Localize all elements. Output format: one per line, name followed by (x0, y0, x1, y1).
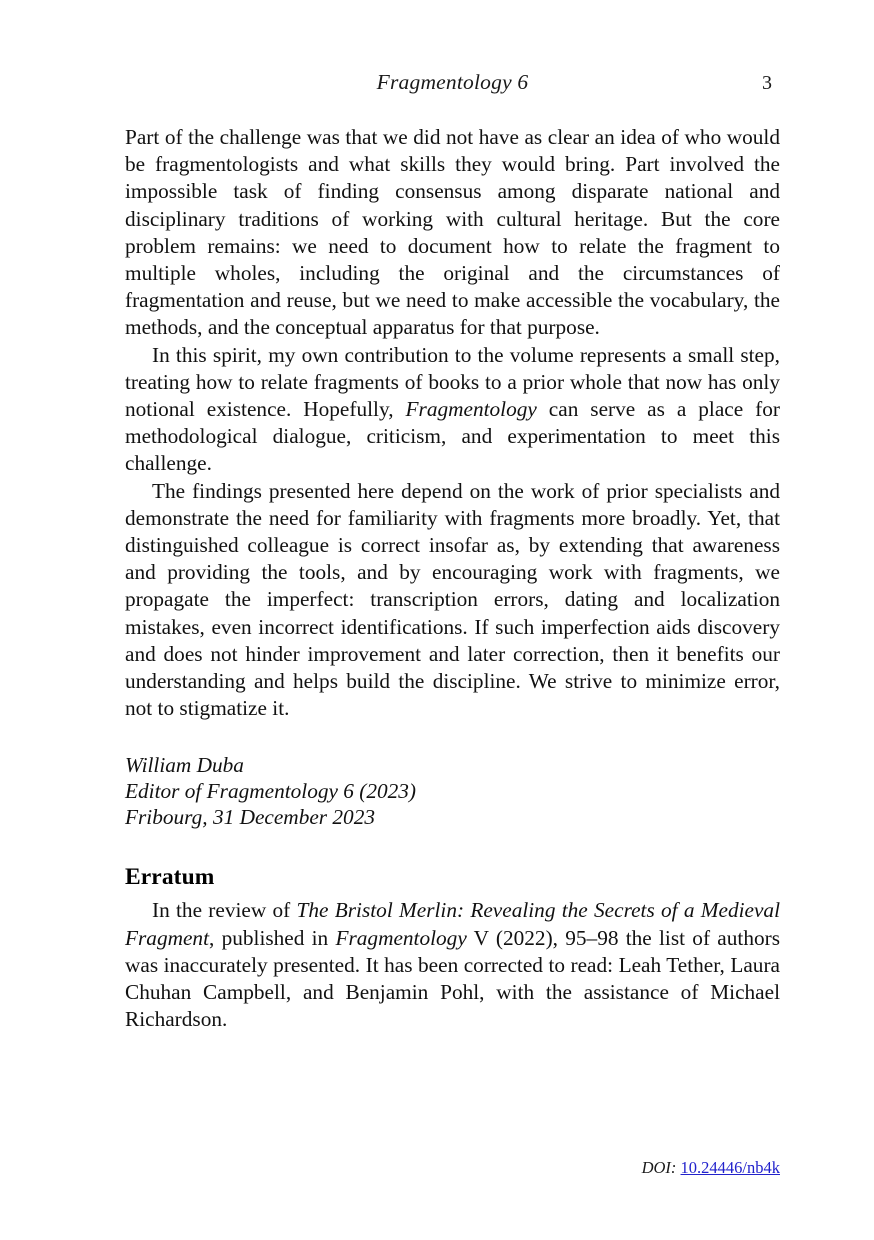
journal-name-italic: Fragmentology (405, 397, 537, 422)
paragraph-erratum (125, 897, 780, 1033)
running-head (125, 70, 780, 104)
page-number: 3 (762, 72, 772, 94)
paragraph-in-this-spirit-text-2: can serve as a place for methodological dialogue, criticism, and experimentation to meet this challenge. (125, 397, 780, 476)
doi-link[interactable]: 10.24446/nb4k (680, 1158, 780, 1177)
erratum-heading: Erratum (125, 864, 215, 891)
erratum-journal-italic: Fragmentology (335, 925, 467, 950)
erratum-text-2: , published in (209, 925, 336, 950)
signature-block (125, 752, 780, 830)
running-head-journal-title: Fragmentology 6 (376, 70, 529, 94)
paragraph-findings: The findings presented here depend on the work of prior specialists and demonstrate the need for familiarity with fragments more broadly. Yet, that distinguished colleague is correct insofar as, by extending that awareness and providing the tools, and by encouraging work with fragments, we propagate the imperfect: transcription errors, dating and localization mistakes, even incorrect identifications. If such imperfection aids discovery and does not hinder improvement and later correction, then it benefits our understanding and helps build the discipline. We strive to minimize error, not to stigmatize it. (125, 478, 780, 721)
signature-role: Editor of Fragmentology 6 (2023) (125, 779, 417, 804)
signature-name: William Duba (125, 753, 244, 778)
paragraph-in-this-spirit-text-1: In this spirit, my own contribution to the volume represents a small step, treating how to relate fragments of books to a prior whole that now has only notional existence. Hopefully, (125, 342, 780, 422)
erratum-book-title-italic: The Bristol Merlin: Revealing the Secrets of a Medieval Fragment (125, 898, 780, 950)
paragraph-challenge: Part of the challenge was that we did not have as clear an idea of who would be fragmentologists and what skills they would bring. Part involved the impossible task of finding consensus among disparate national and disciplinary traditions of working with cultural heritage. But the core problem remains: we need to document how to relate the fragment to multiple wholes, including the original and the circumstances of fragmentation and reuse, but we need to make accessible the vocabulary, the methods, and the conceptual apparatus for that purpose. (125, 125, 780, 340)
doi-label: DOI: (641, 1158, 677, 1177)
erratum-text-3: V (2022), 95–98 the list of authors was inaccurately presented. It has been corrected to read: Leah Tether, Laura Chuhan Campbell, and Benjamin Pohl, with the assistance of Michael Richardson. (125, 925, 780, 1032)
signature-place-date: Fribourg, 31 December 2023 (125, 805, 375, 830)
main-text-block (125, 124, 780, 1033)
doi-footer (125, 1158, 780, 1178)
paragraph-in-this-spirit (125, 342, 780, 478)
erratum-text-1: In the review of (152, 898, 297, 923)
